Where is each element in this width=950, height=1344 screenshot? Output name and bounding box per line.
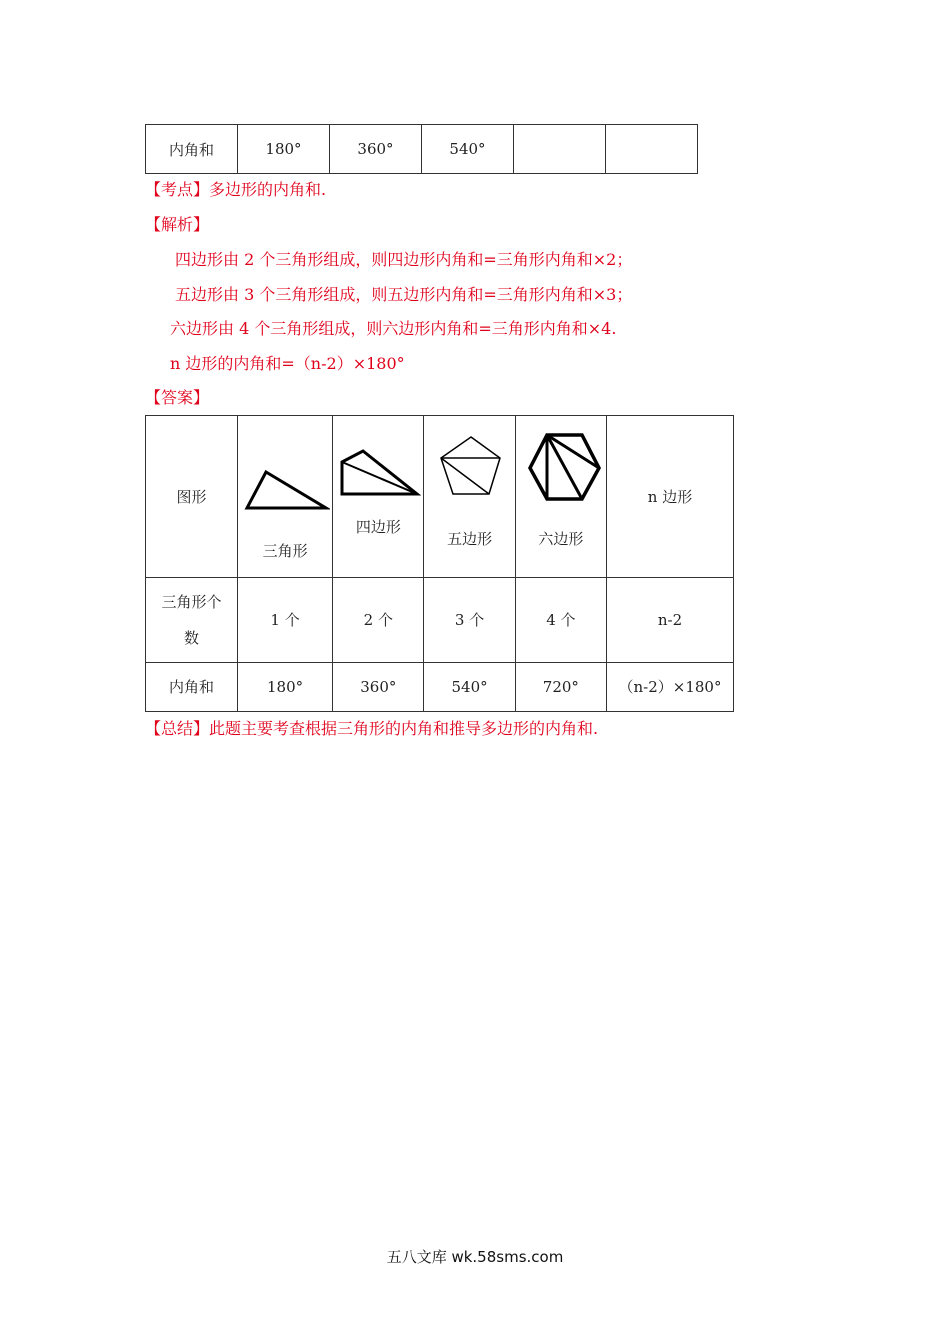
sum-cell: 360° xyxy=(333,662,424,711)
top-table-cell: 180° xyxy=(238,125,330,174)
footer-watermark: 五八文库 wk.58sms.com xyxy=(386,1248,564,1266)
sum-cell: 180° xyxy=(237,662,332,711)
jiexi-line: 六边形由 4 个三角形组成，则六边形内角和=三角形内角和×4. xyxy=(170,319,617,338)
triangle-figure xyxy=(244,468,330,514)
shape-label: n 边形 xyxy=(647,487,693,506)
top-table-cell: 360° xyxy=(330,125,422,174)
top-table xyxy=(145,124,698,174)
sum-cell: （n-2）×180° xyxy=(606,662,733,711)
shape-cell-pentagon xyxy=(424,416,515,578)
count-cell: 2 个 xyxy=(333,577,424,662)
pentagon-figure xyxy=(438,434,504,498)
zongjie-tag: 【总结】 xyxy=(145,719,210,738)
answer-table xyxy=(145,415,734,712)
row-header-sum: 内角和 xyxy=(146,662,238,711)
shape-cell-hexagon xyxy=(515,416,606,578)
sum-cell: 720° xyxy=(515,662,606,711)
zongjie-line xyxy=(145,716,598,739)
count-cell: 1 个 xyxy=(237,577,332,662)
top-table-label: 内角和 xyxy=(146,125,238,174)
jiexi-line: 五边形由 3 个三角形组成，则五边形内角和=三角形内角和×3； xyxy=(175,285,633,304)
daan-tag: 【答案】 xyxy=(145,388,210,407)
shape-label: 三角形 xyxy=(262,542,308,561)
shape-label: 四边形 xyxy=(355,518,401,537)
zongjie-text: 此题主要考查根据三角形的内角和推导多边形的内角和. xyxy=(209,719,599,738)
sum-cell: 540° xyxy=(424,662,515,711)
count-cell: 3 个 xyxy=(424,577,515,662)
top-table-cell: 540° xyxy=(422,125,514,174)
row-header-count-line1: 三角形个 xyxy=(161,592,222,611)
shape-cell-triangle xyxy=(237,416,332,578)
quadrilateral-figure xyxy=(339,448,421,498)
shape-cell-ngon xyxy=(606,416,733,578)
row-header-count xyxy=(146,577,238,662)
shape-label: 六边形 xyxy=(538,530,584,549)
count-cell: 4 个 xyxy=(515,577,606,662)
kaodian-text: 多边形的内角和. xyxy=(209,180,327,199)
jiexi-line: n 边形的内角和=（n-2）×180° xyxy=(170,354,405,373)
top-table-cell xyxy=(514,125,606,174)
shape-label: 五边形 xyxy=(447,530,493,549)
row-header-shape: 图形 xyxy=(146,416,238,578)
kaodian-tag: 【考点】 xyxy=(145,180,210,199)
top-table-cell xyxy=(606,125,698,174)
jiexi-tag: 【解析】 xyxy=(145,215,210,234)
kaodian-line xyxy=(145,177,326,200)
jiexi-line: 四边形由 2 个三角形组成，则四边形内角和=三角形内角和×2； xyxy=(175,250,633,269)
row-header-count-line2: 数 xyxy=(183,628,199,647)
shape-cell-quadrilateral xyxy=(333,416,424,578)
count-cell: n-2 xyxy=(606,577,733,662)
hexagon-figure xyxy=(526,432,602,502)
